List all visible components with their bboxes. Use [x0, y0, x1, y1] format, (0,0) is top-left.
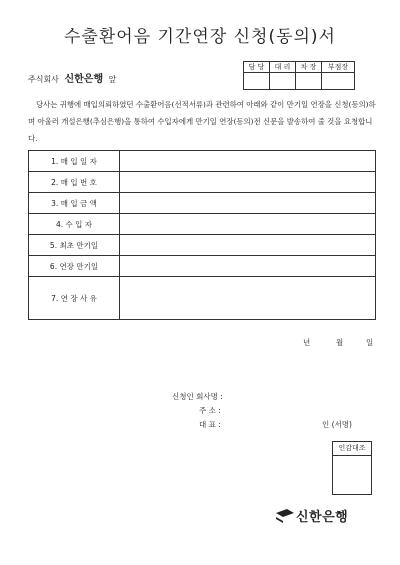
approval-header: 부점장	[322, 62, 355, 73]
form-field-purchase-amount[interactable]	[120, 193, 376, 214]
approval-box	[243, 61, 355, 90]
addressee-prefix: 주식회사	[28, 75, 59, 84]
addressee-bank: 신한은행	[64, 74, 104, 85]
form-field-extension-reason[interactable]	[120, 277, 376, 320]
form-field-extended-maturity[interactable]	[120, 256, 376, 277]
date-month-label: 월	[336, 338, 344, 347]
form-label: 4. 수 입 자	[29, 214, 120, 235]
approval-sign-cell[interactable]	[296, 73, 322, 90]
approval-header: 차 장	[296, 62, 322, 73]
seal-verification-box	[332, 441, 372, 495]
representative-label: 대 표 :	[199, 420, 221, 429]
addressee-suffix: 앞	[108, 75, 117, 84]
approval-header: 담 당	[244, 62, 270, 73]
approval-sign-cell[interactable]	[270, 73, 296, 90]
addressee	[28, 70, 116, 85]
bank-logo-text: 신한은행	[296, 510, 349, 525]
form-field-importer[interactable]	[120, 214, 376, 235]
form-label: 2. 매 입 번 호	[29, 172, 120, 193]
approval-sign-cell[interactable]	[322, 73, 355, 90]
request-body-text: 당사는 귀행에 매입의뢰하였던 수출환어음(선적서류)과 관련하여 아래와 같이 만기일 연장을 신청(동의)하며 아울러 개설은행(추심은행)을 통하여 수입자에게 만기일 연장(동의)전 신문을 발송하여 줄 것을 요청합니다.	[28, 100, 376, 143]
bank-logo	[276, 506, 348, 525]
form-label: 3. 매 입 금 액	[29, 193, 120, 214]
form-field-purchase-number[interactable]	[120, 172, 376, 193]
company-name-label: 신청인 회사명 :	[172, 392, 223, 401]
date-day-label: 일	[366, 338, 374, 347]
document-title: 수출환어음 기간연장 신청(동의)서	[64, 27, 336, 47]
date-year-label: 년	[303, 338, 311, 347]
form-label: 7. 연 장 사 유	[29, 277, 120, 320]
form-field-purchase-date[interactable]	[120, 151, 376, 172]
seal-signature-label: 인 (서명)	[322, 420, 352, 429]
form-field-original-maturity[interactable]	[120, 235, 376, 256]
form-label: 1. 매 입 일 자	[29, 151, 120, 172]
seal-verification-label: 인감대조	[333, 442, 371, 456]
approval-header: 대 리	[270, 62, 296, 73]
address-label: 주 소 :	[199, 406, 221, 415]
form-label: 5. 최초 만기일	[29, 235, 120, 256]
form-label: 6. 연장 만기일	[29, 256, 120, 277]
approval-sign-cell[interactable]	[244, 73, 270, 90]
request-form-table	[28, 150, 376, 320]
bank-logo-icon	[276, 509, 294, 523]
